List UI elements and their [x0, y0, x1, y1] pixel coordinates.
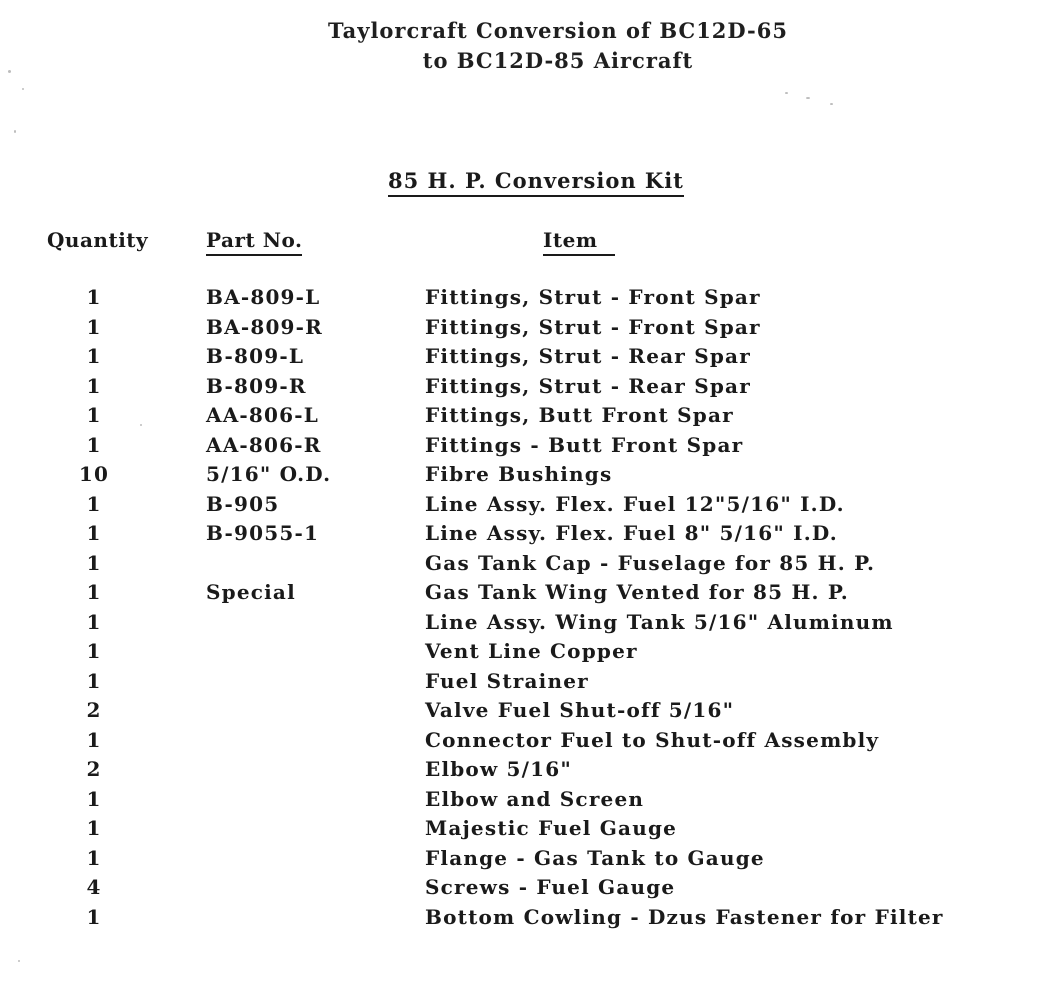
- table-row: [0, 492, 1056, 522]
- scan-speck: [8, 70, 11, 73]
- scan-speck: [806, 97, 810, 99]
- scan-speck: [830, 103, 833, 105]
- table-row: [0, 285, 1056, 315]
- table-row: [0, 875, 1056, 905]
- table-row: [0, 374, 1056, 404]
- row-item: Gas Tank Wing Vented for 85 H. P.: [425, 580, 849, 604]
- table-row: [0, 698, 1056, 728]
- column-header-part-no: Part No.: [206, 228, 302, 256]
- row-quantity: 1: [86, 314, 102, 339]
- row-item: Fittings, Strut - Front Spar: [425, 285, 761, 309]
- row-quantity: 1: [86, 816, 102, 840]
- row-item: Majestic Fuel Gauge: [425, 816, 678, 840]
- column-header-item: Item: [543, 228, 615, 256]
- row-item: Fuel Strainer: [425, 668, 589, 693]
- table-row: [0, 757, 1056, 787]
- row-part-no: BA-809-R: [206, 314, 323, 339]
- table-row: [0, 433, 1056, 463]
- row-item: Fittings, Strut - Rear Spar: [425, 373, 751, 398]
- row-part-no: B-809-L: [206, 344, 305, 368]
- row-part-no: AA-806-L: [206, 403, 320, 427]
- scan-speck: [785, 92, 788, 94]
- table-row: [0, 344, 1056, 374]
- parts-table: [0, 285, 1056, 934]
- row-quantity: 1: [86, 845, 102, 870]
- row-item: Fittings, Strut - Front Spar: [425, 314, 761, 339]
- row-item: Screws - Fuel Gauge: [425, 875, 676, 899]
- row-item: Line Assy. Flex. Fuel 12"5/16" I.D.: [425, 491, 845, 516]
- row-part-no: B-9055-1: [206, 521, 320, 545]
- row-quantity: 1: [86, 609, 102, 634]
- row-quantity: 1: [86, 403, 102, 427]
- row-item: Elbow 5/16": [425, 757, 573, 781]
- document-title-line-2: to BC12D-85 Aircraft: [422, 48, 694, 73]
- table-row: [0, 551, 1056, 581]
- row-part-no: B-809-R: [206, 373, 307, 398]
- row-item: Fittings - Butt Front Spar: [425, 432, 744, 457]
- row-item: Line Assy. Wing Tank 5/16" Aluminum: [425, 609, 894, 634]
- row-quantity: 1: [86, 285, 102, 309]
- row-quantity: 1: [86, 639, 102, 663]
- row-quantity: 1: [86, 521, 102, 545]
- row-part-no: AA-806-R: [206, 432, 322, 457]
- row-item: Gas Tank Cap - Fuselage for 85 H. P.: [425, 550, 876, 575]
- table-row: [0, 403, 1056, 433]
- table-row: [0, 610, 1056, 640]
- scan-speck: [22, 88, 24, 90]
- row-quantity: 1: [86, 491, 102, 516]
- table-row: [0, 315, 1056, 345]
- row-item: Line Assy. Flex. Fuel 8" 5/16" I.D.: [425, 521, 838, 545]
- kit-heading: 85 H. P. Conversion Kit: [388, 168, 684, 197]
- row-quantity: 1: [86, 373, 102, 398]
- row-quantity: 4: [86, 875, 102, 899]
- row-item: Fittings, Strut - Rear Spar: [425, 344, 751, 368]
- row-part-no: B-905: [206, 491, 280, 516]
- table-row: [0, 816, 1056, 846]
- row-quantity: 1: [86, 344, 102, 368]
- table-row: [0, 787, 1056, 817]
- column-header-quantity: Quantity: [47, 228, 149, 252]
- row-item: Fittings, Butt Front Spar: [425, 403, 734, 427]
- table-row: [0, 728, 1056, 758]
- table-row: [0, 580, 1056, 610]
- row-part-no: 5/16" O.D.: [206, 462, 332, 486]
- document-title-line-1: Taylorcraft Conversion of BC12D-65: [328, 18, 788, 43]
- row-quantity: 1: [86, 727, 102, 752]
- table-row: [0, 905, 1056, 935]
- row-item: Fibre Bushings: [425, 462, 613, 486]
- table-row: [0, 521, 1056, 551]
- table-row: [0, 846, 1056, 876]
- row-quantity: 2: [86, 698, 102, 722]
- table-row: [0, 669, 1056, 699]
- table-row: [0, 462, 1056, 492]
- row-item: Flange - Gas Tank to Gauge: [425, 845, 765, 870]
- row-quantity: 1: [86, 786, 102, 811]
- row-item: Elbow and Screen: [425, 786, 645, 811]
- scan-speck: [18, 960, 20, 962]
- row-quantity: 1: [86, 550, 102, 575]
- row-quantity: 1: [86, 668, 102, 693]
- row-item: Valve Fuel Shut-off 5/16": [425, 698, 735, 722]
- row-item: Connector Fuel to Shut-off Assembly: [425, 727, 880, 752]
- row-item: Vent Line Copper: [425, 639, 638, 663]
- scan-speck: [140, 424, 142, 426]
- row-quantity: 2: [86, 757, 102, 781]
- row-quantity: 10: [78, 462, 110, 486]
- row-part-no: BA-809-L: [206, 285, 321, 309]
- row-part-no: Special: [206, 580, 296, 604]
- table-row: [0, 639, 1056, 669]
- row-quantity: 1: [86, 580, 102, 604]
- scan-speck: [14, 130, 16, 133]
- row-quantity: 1: [86, 904, 102, 929]
- row-item: Bottom Cowling - Dzus Fastener for Filter: [425, 904, 944, 929]
- row-quantity: 1: [86, 432, 102, 457]
